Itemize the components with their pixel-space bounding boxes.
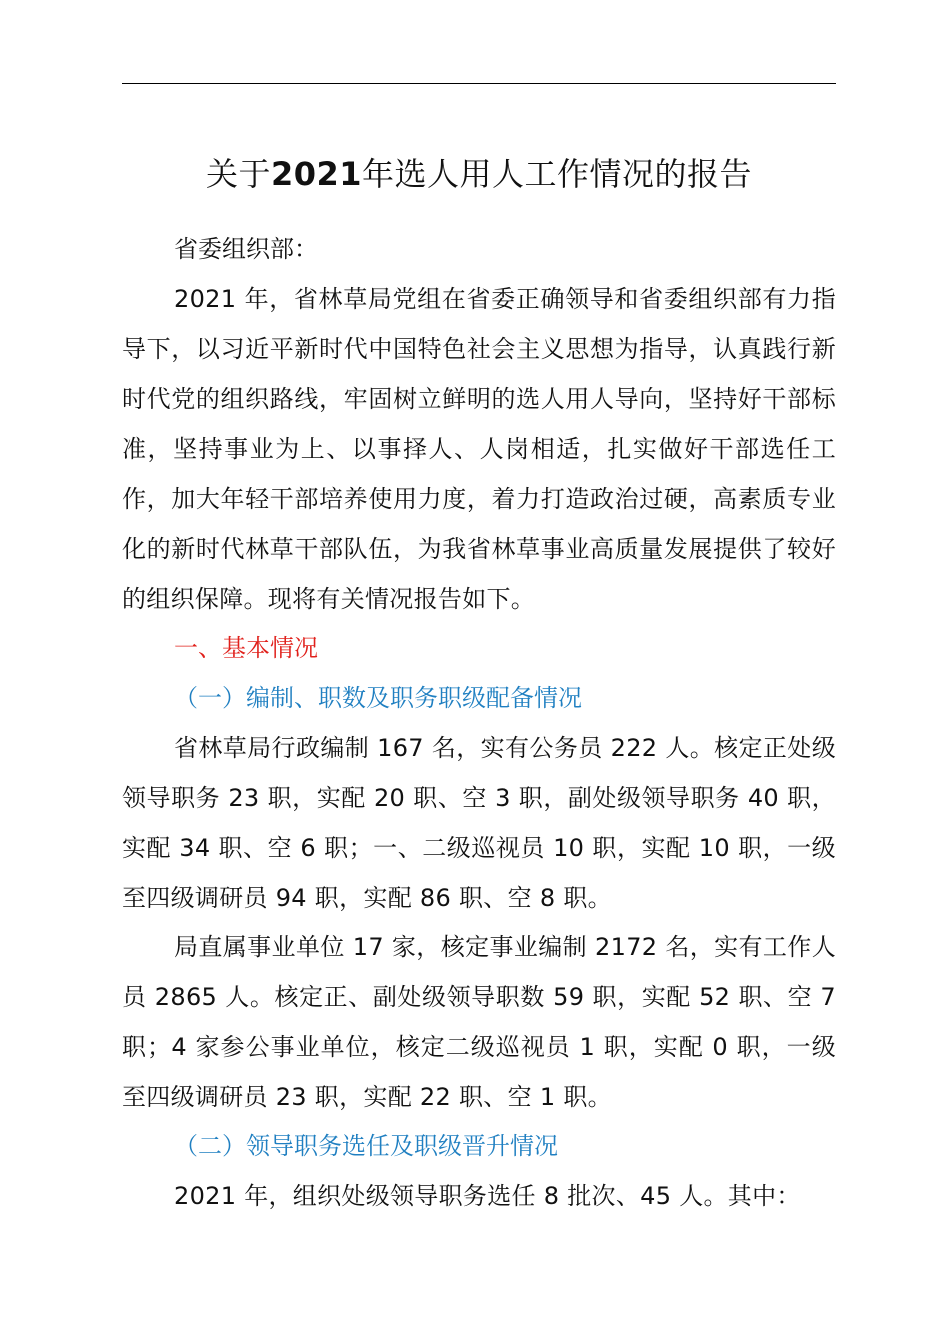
section-heading-basic-situation: 一、基本情况 — [174, 634, 318, 662]
title-prefix: 关于 — [205, 155, 271, 193]
paragraph-selection-summary: 2021 年，组织处级领导职务选任 8 批次、45 人。其中： — [174, 1182, 801, 1210]
title-suffix: 年选人用人工作情况的报告 — [362, 155, 753, 193]
paragraph-affiliated-units: 局直属事业单位 17 家，核定事业编制 2172 名，实有工作人员 2865 人。核定正、副处级领导职数 59 职，实配 52 职、空 7 职；4 家参公事业单位，核定二级巡视员 1 职，实配 0 职，一级至四级调研员 23 职，实配 22 职、空 1 职。 — [122, 933, 836, 1111]
salutation: 省委组织部： — [174, 235, 318, 263]
document-title — [122, 148, 836, 200]
title-year: 2021 — [270, 155, 363, 193]
subsection-heading-staffing: （一）编制、职数及职务职级配备情况 — [174, 684, 582, 712]
paragraph-administrative-staffing: 省林草局行政编制 167 名，实有公务员 222 人。核定正处级领导职务 23 职，实配 20 职、空 3 职，副处级领导职务 40 职，实配 34 职、空 6 职；一、二级巡视员 10 职，实配 10 职，一级至四级调研员 94 职，实配 86 职、空 8 职。 — [122, 734, 836, 912]
paragraph-intro: 2021 年，省林草局党组在省委正确领导和省委组织部有力指导下，以习近平新时代中国特色社会主义思想为指导，认真践行新时代党的组织路线，牢固树立鲜明的选人用人导向，坚持好干部标准，坚持事业为上、以事择人、人岗相适，扎实做好干部选任工作，加大年轻干部培养使用力度，着力打造政治过硬，高素质专业化的新时代林草干部队伍，为我省林草事业高质量发展提供了较好的组织保障。现将有关情况报告如下。 — [122, 285, 836, 613]
header-rule — [122, 83, 836, 84]
subsection-heading-promotion: （二）领导职务选任及职级晋升情况 — [174, 1132, 558, 1160]
